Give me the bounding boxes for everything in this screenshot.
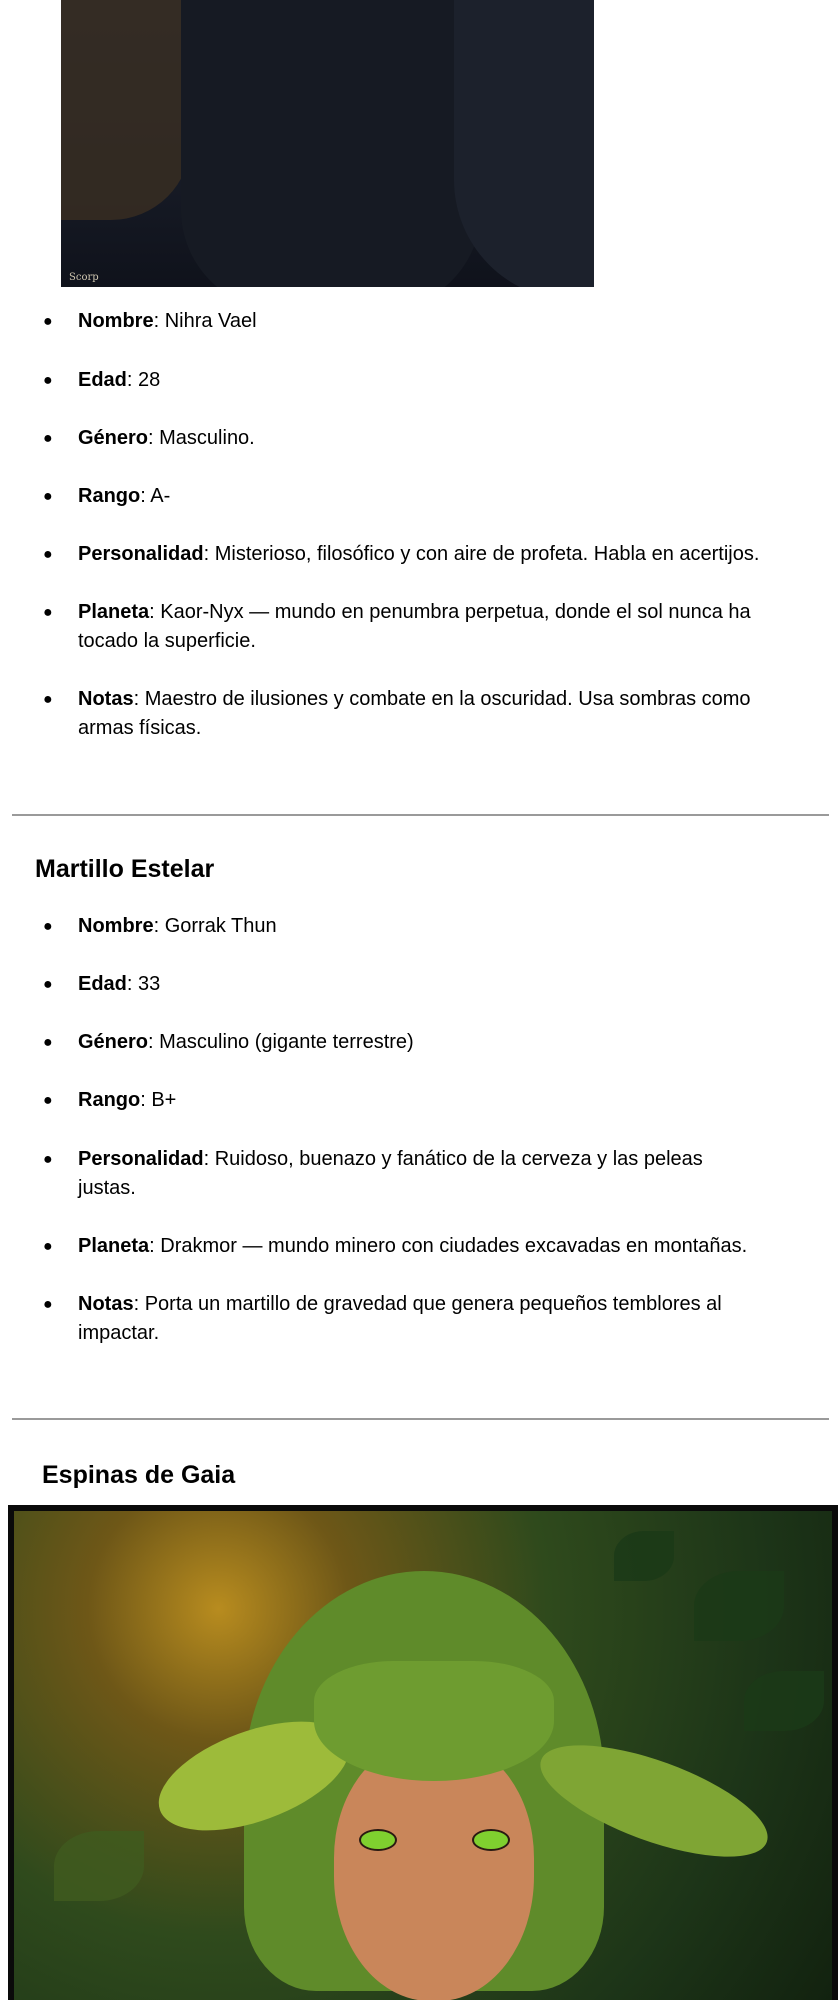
bullet-icon: ● — [43, 546, 53, 563]
attribute-label: Personalidad — [78, 1148, 204, 1170]
attribute-value: : Masculino. — [148, 427, 255, 449]
bullet-icon: ● — [43, 1296, 53, 1313]
section-divider — [12, 814, 829, 816]
portrait-bangs — [314, 1661, 554, 1781]
attribute-value: : Nihra Vael — [153, 310, 257, 332]
attribute-value: : Gorrak Thun — [153, 915, 277, 937]
bullet-icon: ● — [43, 918, 53, 935]
character-portrait-nihra-vael — [61, 0, 594, 287]
attribute-label: Notas — [78, 688, 134, 710]
attribute-value-continued: justas. — [78, 1177, 136, 1199]
attribute-value: : 33 — [126, 973, 161, 995]
attribute-label: Edad — [78, 369, 127, 391]
attribute-item — [43, 685, 751, 743]
attribute-item — [43, 1145, 703, 1203]
attribute-label: Planeta — [78, 1235, 150, 1257]
section-title-espinas-de-gaia: Espinas de Gaia — [42, 1461, 236, 1489]
attribute-value: : Masculino (gigante terrestre) — [148, 1031, 414, 1053]
attribute-value: : A- — [140, 485, 171, 507]
attribute-item — [43, 540, 760, 569]
attribute-value-continued: armas físicas. — [78, 717, 202, 739]
bullet-icon: ● — [43, 488, 53, 505]
attribute-item — [43, 366, 161, 395]
attribute-item — [43, 912, 277, 941]
portrait-eye-left — [359, 1829, 397, 1851]
portrait-cloak-left — [61, 0, 191, 220]
bullet-icon: ● — [43, 1151, 53, 1168]
attribute-value: : Misterioso, filosófico y con aire de profeta. Habla en acertijos. — [203, 543, 760, 565]
attribute-label: Rango — [78, 1089, 141, 1111]
bullet-icon: ● — [43, 1238, 53, 1255]
attribute-label: Género — [78, 1031, 149, 1053]
leaf-shape — [744, 1671, 824, 1731]
attribute-label: Planeta — [78, 601, 150, 623]
portrait-scene — [14, 1511, 832, 2000]
attribute-item — [43, 424, 255, 453]
attribute-item — [43, 1232, 748, 1261]
attribute-label: Nombre — [78, 310, 154, 332]
bullet-icon: ● — [43, 976, 53, 993]
bullet-icon: ● — [43, 313, 53, 330]
attribute-label: Personalidad — [78, 543, 204, 565]
portrait-cloak-right — [454, 0, 594, 287]
bullet-icon: ● — [43, 604, 53, 621]
attribute-value: : B+ — [140, 1089, 177, 1111]
attribute-item — [43, 598, 751, 656]
attribute-value: : Porta un martillo de gravedad que genera pequeños temblores al — [133, 1293, 722, 1315]
attribute-label: Rango — [78, 485, 141, 507]
attribute-item — [43, 482, 171, 511]
attribute-value: : Maestro de ilusiones y combate en la oscuridad. Usa sombras como — [133, 688, 751, 710]
attribute-item — [43, 970, 161, 999]
attribute-item — [43, 1086, 177, 1115]
portrait-eye-right — [472, 1829, 510, 1851]
attribute-value-continued: tocado la superficie. — [78, 630, 256, 652]
attribute-label: Nombre — [78, 915, 154, 937]
leaf-shape — [694, 1571, 784, 1641]
attribute-value: : Ruidoso, buenazo y fanático de la cerveza y las peleas — [203, 1148, 703, 1170]
bullet-icon: ● — [43, 1034, 53, 1051]
attribute-label: Edad — [78, 973, 127, 995]
attribute-label: Notas — [78, 1293, 134, 1315]
portrait-chest — [181, 0, 481, 287]
section-divider — [12, 1418, 829, 1420]
attribute-item — [43, 1028, 414, 1057]
leaf-shape — [54, 1831, 144, 1901]
attribute-item — [43, 1290, 722, 1348]
bullet-icon: ● — [43, 372, 53, 389]
bullet-icon: ● — [43, 430, 53, 447]
attribute-item — [43, 307, 257, 336]
attribute-label: Género — [78, 427, 149, 449]
section-title-martillo-estelar: Martillo Estelar — [35, 855, 215, 883]
portrait-signature: Scorp — [69, 272, 99, 283]
attribute-value: : 28 — [126, 369, 161, 391]
bullet-icon: ● — [43, 691, 53, 708]
character-portrait-espinas-de-gaia — [8, 1505, 838, 2000]
bullet-icon: ● — [43, 1092, 53, 1109]
leaf-shape — [614, 1531, 674, 1581]
attribute-value-continued: impactar. — [78, 1322, 160, 1344]
attribute-value: : Drakmor — mundo minero con ciudades excavadas en montañas. — [149, 1235, 748, 1257]
attribute-value: : Kaor-Nyx — mundo en penumbra perpetua, donde el sol nunca ha — [149, 601, 751, 623]
